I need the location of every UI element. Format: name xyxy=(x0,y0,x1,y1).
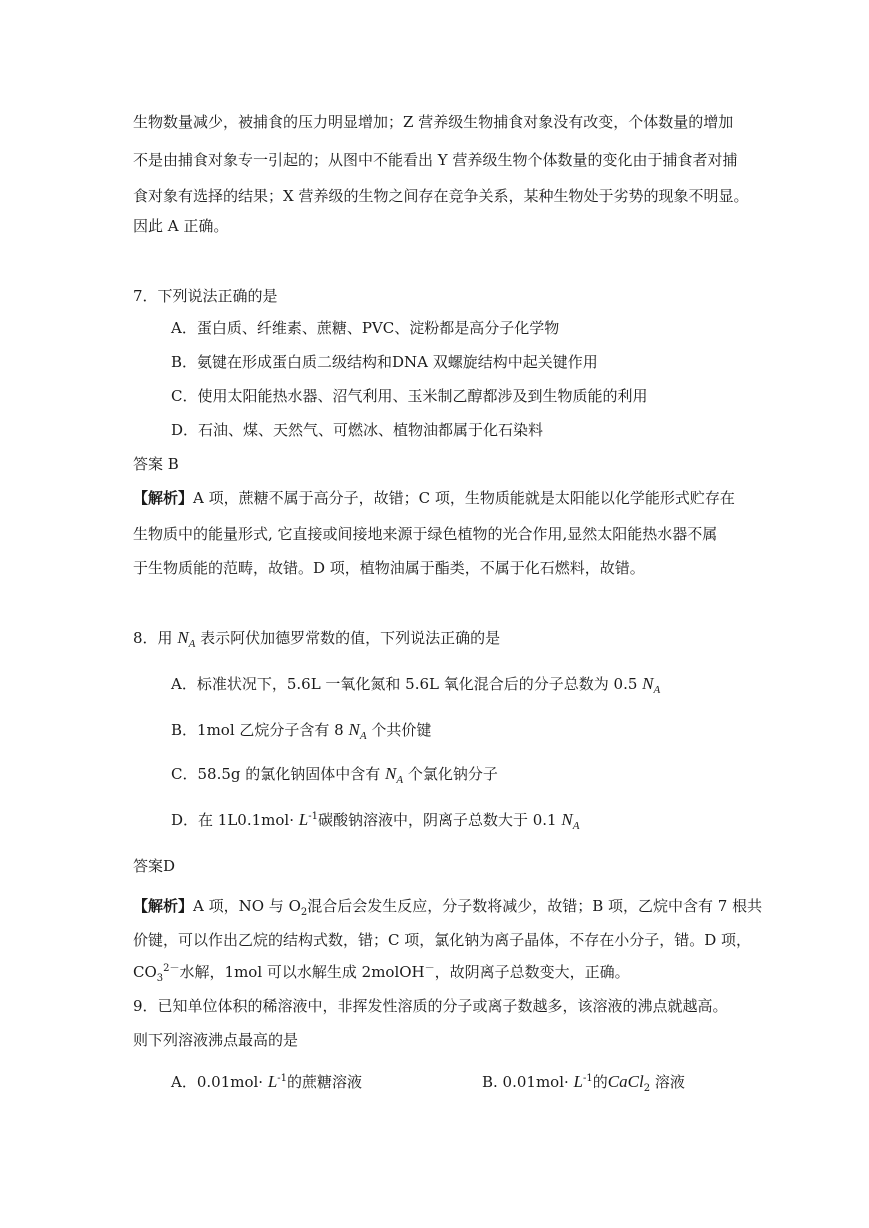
option-text: A．标准状况下，5.6L 一氧化氮和 5.6L 氧化混合后的分子总数为 0.5 xyxy=(171,675,643,693)
avogadro-symbol: N xyxy=(177,628,189,647)
q8-option-d xyxy=(171,810,579,836)
q7-option-b: B．氨键在形成蛋白质二级结构和DNA 双螺旋结构中起关键作用 xyxy=(171,353,598,371)
exponent: -1 xyxy=(583,1073,593,1084)
subscript: 2 xyxy=(643,1083,651,1094)
q9-option-a xyxy=(171,1072,362,1092)
intro-line-4: 因此 A 正确。 xyxy=(133,217,229,235)
exponent: -1 xyxy=(308,811,318,822)
avogadro-subscript: A xyxy=(359,730,367,742)
charge: － xyxy=(424,963,435,974)
analysis-text: A 项，蔗糖不属于高分子，故错；C 项，生物质能就是太阳能以化学能形式贮存在 xyxy=(193,489,735,507)
analysis-text: 混合后会发生反应，分子数将减少，故错；B 项，乙烷中含有 7 根共 xyxy=(307,897,763,915)
q7-option-d: D．石油、煤、天然气、可燃冰、植物油都属于化石染料 xyxy=(171,421,544,439)
analysis-text: 水解，1mol 可以水解生成 2molOH xyxy=(179,963,425,981)
q7-stem: 7．下列说法正确的是 xyxy=(133,287,278,305)
option-text: C．58.5g 的氯化钠固体中含有 xyxy=(171,765,386,783)
option-text: B．1mol 乙烷分子含有 8 xyxy=(171,721,349,739)
q7-analysis-line-3: 于生物质能的范畴，故错。D 项，植物油属于酯类，不属于化石燃料，故错。 xyxy=(133,559,645,577)
option-text: A．0.01mol· xyxy=(171,1073,268,1091)
charge: 2－ xyxy=(163,963,180,974)
option-text: 个氯化钠分子 xyxy=(403,765,498,783)
option-text: 的 xyxy=(592,1073,608,1091)
stem-text: 表示阿伏加德罗常数的值，下列说法正确的是 xyxy=(195,629,501,647)
avogadro-subscript: A xyxy=(188,638,196,650)
option-text: 溶液 xyxy=(650,1073,685,1091)
subscript: 3 xyxy=(156,973,164,984)
q7-analysis-line-2: 生物质中的能量形式, 它直接或间接地来源于绿色植物的光合作用,显然太阳能热水器不属 xyxy=(133,525,718,543)
q7-answer: 答案 B xyxy=(133,455,179,473)
unit-L: L xyxy=(267,1072,278,1091)
q8-analysis-line-2: 价键，可以作出乙烷的结构式数，错；C 项，氯化钠为离子晶体，不存在小分子，错。D 项， xyxy=(133,931,752,949)
q8-analysis-line-3 xyxy=(133,962,630,982)
avogadro-symbol: N xyxy=(385,764,397,783)
avogadro-symbol: N xyxy=(642,674,654,693)
option-text: 的蔗糖溶液 xyxy=(287,1073,363,1091)
q7-option-a: A．蛋白质、纤维素、蔗糖、PVC、淀粉都是高分子化学物 xyxy=(171,319,560,337)
intro-line-2: 不是由捕食对象专一引起的；从图中不能看出 Y 营养级生物个体数量的变化由于捕食者对捕 xyxy=(133,151,738,169)
q8-stem xyxy=(133,628,500,654)
stem-text: 8．用 xyxy=(133,629,178,647)
q7-option-c: C．使用太阳能热水器、沼气利用、玉米制乙醇都涉及到生物质能的利用 xyxy=(171,387,648,405)
analysis-tag: 【解析】 xyxy=(133,897,194,915)
q7-analysis-line-1 xyxy=(133,488,735,508)
unit-L: L xyxy=(298,810,309,829)
avogadro-subscript: A xyxy=(653,684,661,696)
q9-stem-line-1: 9．已知单位体积的稀溶液中，非挥发性溶质的分子或离子数越多，该溶液的沸点就越高。 xyxy=(133,997,728,1015)
unit-L: L xyxy=(573,1072,584,1091)
intro-line-1: 生物数量减少，被捕食的压力明显增加；Z 营养级生物捕食对象没有改变，个体数量的增加 xyxy=(133,113,734,131)
option-text: B. 0.01mol· xyxy=(482,1073,574,1091)
q8-answer: 答案D xyxy=(133,857,176,875)
analysis-text: CO xyxy=(133,963,157,981)
q8-option-c xyxy=(171,764,498,790)
avogadro-symbol: N xyxy=(348,720,360,739)
avogadro-subscript: A xyxy=(572,820,580,832)
option-text: 碳酸钠溶液中，阴离子总数大于 0.1 xyxy=(317,811,562,829)
exponent: -1 xyxy=(277,1073,288,1084)
q8-analysis-line-1 xyxy=(133,896,762,916)
option-text: 个共价键 xyxy=(366,721,432,739)
formula-cacl: CaCl xyxy=(607,1072,644,1091)
q8-option-b xyxy=(171,720,431,746)
option-text: D．在 1L0.1mol· xyxy=(171,811,299,829)
avogadro-subscript: A xyxy=(396,774,404,786)
q8-option-a xyxy=(171,674,660,700)
avogadro-symbol: N xyxy=(561,810,573,829)
analysis-text: ，故阴离子总数变大，正确。 xyxy=(434,963,630,981)
subscript: 2 xyxy=(300,907,308,918)
analysis-tag: 【解析】 xyxy=(133,489,194,507)
analysis-text: A 项，NO 与 O xyxy=(193,897,301,915)
intro-line-3: 食对象有选择的结果；X 营养级的生物之间存在竞争关系，某种生物处于劣势的现象不明显。 xyxy=(133,187,749,205)
q9-option-b xyxy=(482,1072,685,1092)
q9-stem-line-2: 则下列溶液沸点最高的是 xyxy=(133,1031,299,1049)
